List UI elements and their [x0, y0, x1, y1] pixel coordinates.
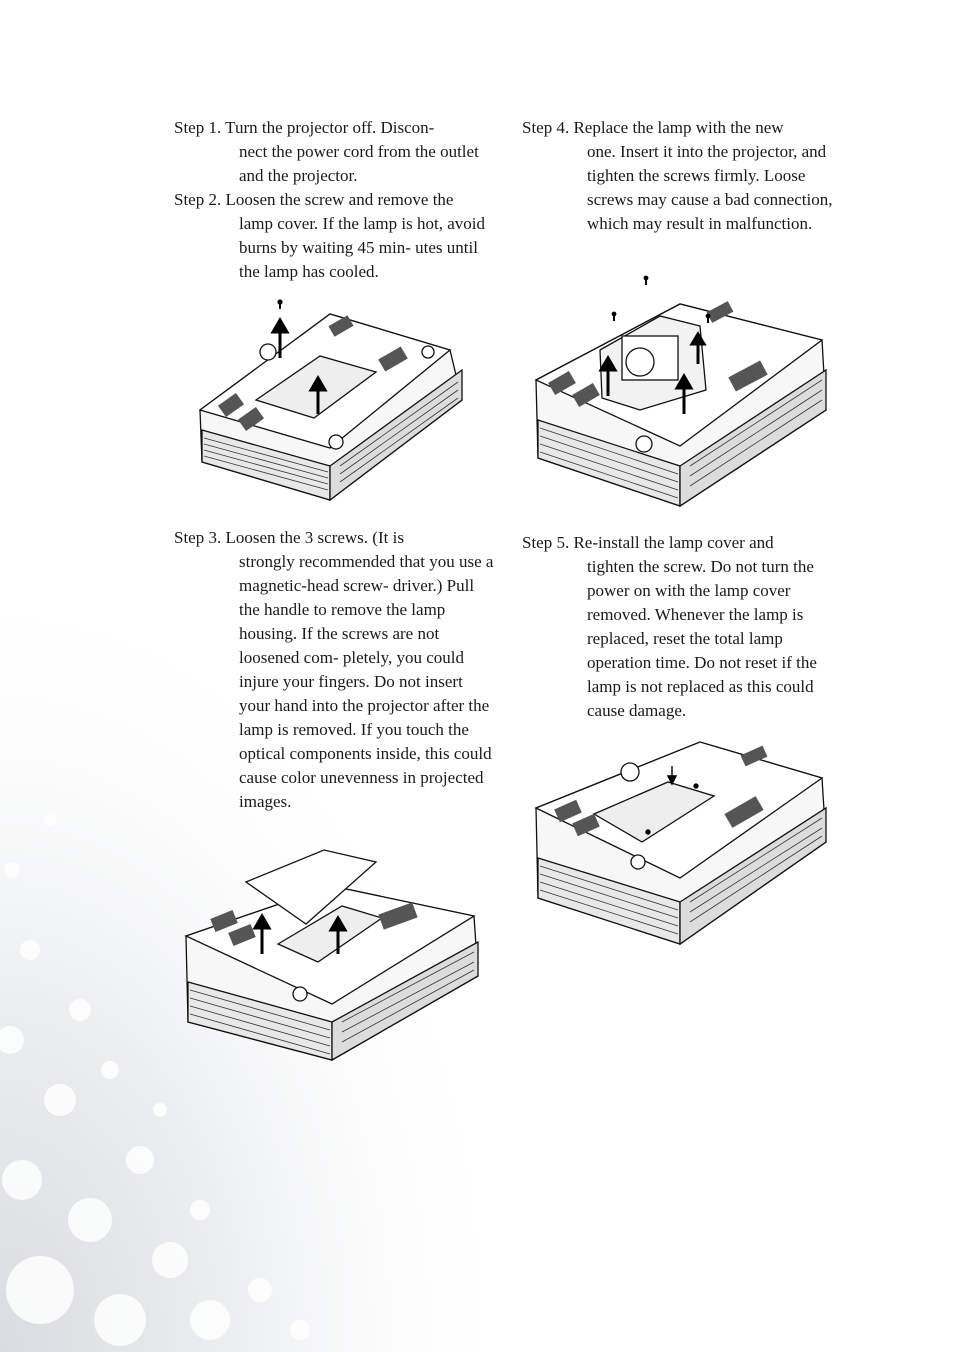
step-5-body-a: tighten the screw. — [587, 557, 707, 576]
step-3-body: strongly recommended that you use a magnetic-head screw- driver.) Pull the handle to remove the lamp housing. If the screws are not loosened com- pletely, you could injure your fingers. Do not insert your hand into the projector after the lamp is removed. If you touch the optical components inside, this could cause color unevenness in projected images. — [239, 552, 494, 811]
step-4-text — [522, 116, 842, 236]
step-4-heading: Step 4. Replace the lamp with the new — [522, 118, 784, 137]
step-1-heading: Step 1. Turn the projector off. Discon- — [174, 118, 435, 137]
step-2-body: lamp cover. If the lamp is hot, avoid burns by waiting 45 min- utes until the lamp has cooled. — [239, 214, 485, 281]
step-3-heading: Step 3. Loosen the 3 screws. (It is — [174, 528, 404, 547]
figure-remove-lamp-cover — [190, 290, 470, 515]
figure-loosen-screws — [182, 846, 482, 1066]
step-5-warning-power: Do not turn the power on with the lamp cover removed. — [587, 557, 814, 624]
step-5-heading: Step 5. Re-install the lamp cover and — [522, 533, 774, 552]
step-3-text — [174, 526, 494, 814]
step-5-body-b: Whenever the lamp is replaced, reset the total lamp operation time. — [587, 605, 804, 672]
step-5-text — [522, 531, 842, 723]
step-5-warning-reset: Do not reset if the lamp is not replaced as this could cause damage. — [587, 653, 817, 720]
step-2-text — [174, 188, 494, 284]
step-4-body: one. Insert it into the projector, and tighten the screws firmly. Loose screws may cause a bad connection, which may result in malfunction. — [587, 142, 833, 233]
figure-reinstall-lamp-cover — [530, 738, 830, 950]
figure-replace-lamp — [530, 270, 830, 520]
step-1-body: nect the power cord from the outlet and the projector. — [239, 142, 479, 185]
step-1-text — [174, 116, 494, 188]
step-2-heading: Step 2. Loosen the screw and remove the — [174, 190, 454, 209]
step-5-body — [522, 555, 842, 723]
